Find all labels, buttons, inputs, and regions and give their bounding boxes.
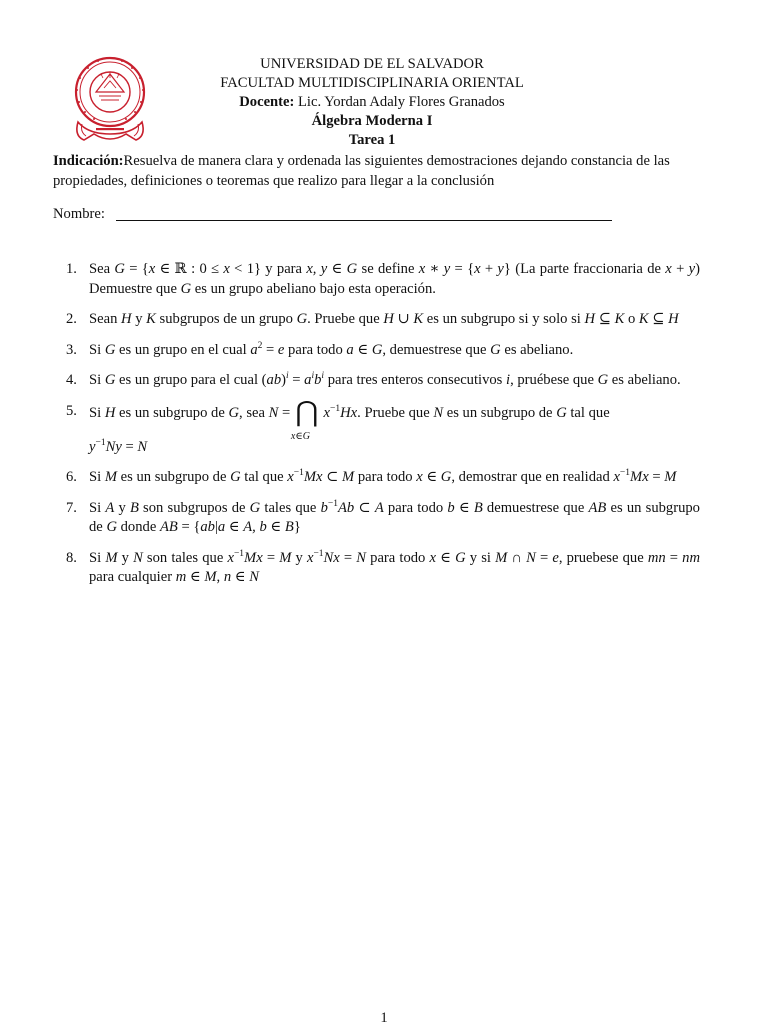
docente-name: Lic. Yordan Adaly Flores Granados	[298, 94, 505, 110]
problem-number: 7.	[66, 499, 77, 516]
problem-number: 3.	[66, 341, 77, 358]
indication-label: Indicación:	[53, 153, 124, 169]
page-number: 1	[380, 1010, 388, 1026]
problem-item	[66, 499, 700, 538]
university-seal-logo	[70, 52, 150, 148]
document-header	[150, 55, 594, 150]
problem-item	[66, 341, 700, 361]
docente-line	[150, 93, 594, 112]
name-input-line[interactable]	[116, 220, 612, 221]
problem-text: Si G es un grupo en el cual $a^2 = e$ para todo a ∈ G, demuestrese que G es abeliano.	[89, 340, 574, 358]
university-name: UNIVERSIDAD DE EL SALVADOR	[260, 56, 484, 72]
problem-number: 6.	[66, 469, 77, 485]
name-label: Nombre:	[53, 206, 105, 222]
assignment-title: Tarea 1	[348, 132, 396, 148]
indication-text: Resuelva de manera clara y ordenada las siguientes demostraciones dejando constancia de las propiedades, definiciones o teoremas que realizo para llegar a la conclusión	[53, 153, 670, 189]
problem-item	[66, 396, 700, 458]
problem-text: Si M es un subgrupo de G tal que $x^{-1}Mx$ ⊂ M para todo x ∈ G, demostrar que en realidad $x^{-1}Mx = M$	[89, 468, 677, 485]
docente-label: Docente:	[239, 94, 295, 110]
problem-text: Sean H y K subgrupos de un grupo G. Pruebe que H ∪ K es un subgrupo si y solo si H ⊆ K o K ⊆ H	[89, 311, 679, 327]
problem-item	[66, 260, 700, 299]
big-intersection-symbol: ⋂ x∈G	[290, 396, 319, 442]
problem-text: Si A y B son subgrupos de G tales que $b^{-1}Ab$ ⊂ A para todo b ∈ B demuestrese que AB es un subgrupo de G donde AB = {ab|a ∈ A, b ∈ B}	[89, 498, 700, 535]
problem-item	[66, 468, 700, 488]
problem-number: 2.	[66, 311, 77, 327]
problem-number: 1.	[66, 261, 77, 277]
indication-paragraph	[53, 151, 700, 191]
problem-text: Si H es un subgrupo de G, sea N = ⋂ x∈G $x^{-1}Hx$. Pruebe que N es un subgrupo de G tal que $y^{-1}Ny = N$	[89, 396, 610, 455]
problem-text: Si M y N son tales que $x^{-1}Mx = M$ y $x^{-1}Nx = N$ para todo x ∈ G y si M ∩ N = e, pruebese que mn = nm para cualquier m ∈ M, n ∈ N	[89, 548, 701, 585]
problem-text: Si G es un grupo para el cual $(ab)^i = a^ib^i$ para tres enteros consecutivos i, pruébese que G es abeliano.	[89, 371, 681, 388]
problem-item	[66, 371, 700, 391]
problem-list	[66, 260, 700, 588]
faculty-name: FACULTAD MULTIDISCIPLINARIA ORIENTAL	[220, 75, 524, 91]
problem-number: 4.	[66, 372, 77, 388]
problem-item	[66, 549, 700, 588]
problem-text: Sea G = {x ∈ ℝ : 0 ≤ x < 1} y para x, y ∈ G se define x ∗ y = {x + y} (La parte fraccionaria de x + y) Demuestre que G es un grupo abeliano bajo esta operación.	[89, 261, 700, 297]
problem-item	[66, 310, 700, 330]
problem-number: 8.	[66, 549, 77, 566]
problem-number: 5.	[66, 402, 77, 419]
course-title: Álgebra Moderna I	[311, 113, 433, 129]
